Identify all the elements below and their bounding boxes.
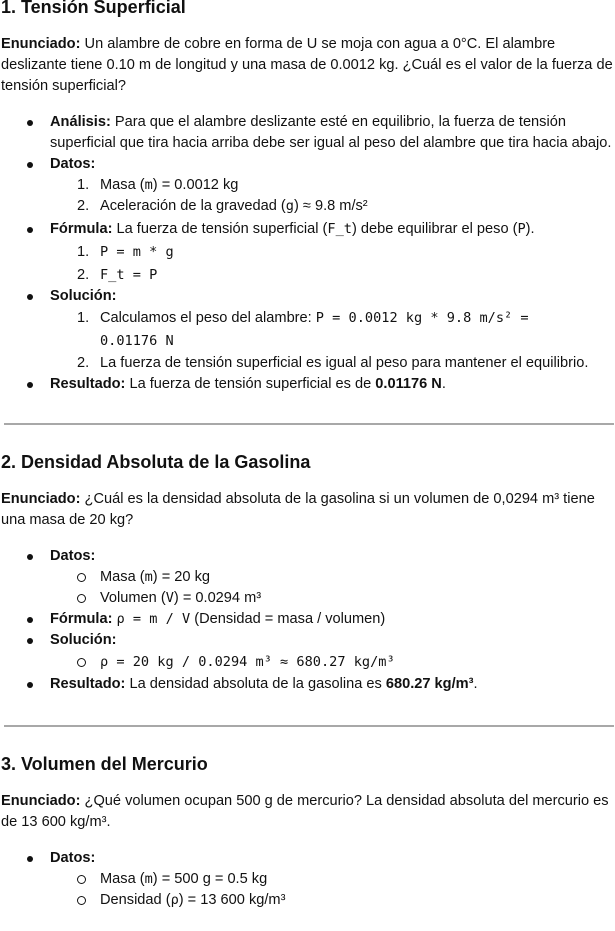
list-item-dato: Densidad (ρ) = 13 600 kg/m³ [0,890,615,911]
list-item-solucion-step: ρ = 20 kg / 0.0294 m³ ≈ 680.27 kg/m³ [0,652,615,673]
enunciado-paragraph: Enunciado: ¿Qué volumen ocupan 500 g de mercurio? La densidad absoluta del mercurio es de 13 600 kg/m³. [1,793,609,830]
list-item-solucion-step: 1. Calculamos el peso del alambre: P = 0.0012 kg * 9.8 m/s² = 0.01176 N [77,310,529,349]
list-item-analisis: Análisis: Para que el alambre deslizante esté en equilibrio, la fuerza de tensión superficial que tira hacia arriba debe ser igual al peso del alambre que tira hacia abajo. [0,112,615,154]
list-item-solucion: Solución: [0,630,615,651]
list-item-solucion-step: 2. La fuerza de tensión superficial es igual al peso para mantener el equilibrio. [77,355,589,371]
enunciado-paragraph: Enunciado: ¿Cuál es la densidad absoluta de la gasolina si un volumen de 0,0294 m³ tiene una masa de 20 kg? [1,491,595,528]
list-item-formula-step: 2. F_t = P [77,267,158,283]
list-item-dato: 1. Masa (m) = 0.0012 kg [77,177,239,193]
list-item-dato: 2. Aceleración de la gravedad (g) ≈ 9.8 m/s² [77,198,368,214]
list-item-solucion: Solución: [0,286,615,307]
analysis-list [0,546,615,695]
enunciado-paragraph: Enunciado: Un alambre de cobre en forma de U se moja con agua a 0°C. El alambre deslizante tiene 0.10 m de longitud y una masa de 0.0012 kg. ¿Cuál es el valor de la fuerza de tensión superficial? [1,36,613,94]
list-item-datos: Datos: [0,546,615,567]
list-item-dato: Masa (m) = 500 g = 0.5 kg [0,869,615,890]
analysis-list [0,848,615,911]
section-title: 1. Tensión Superficial [1,0,186,17]
analysis-list [0,112,615,395]
list-item-formula: Fórmula: La fuerza de tensión superficial (F_t) debe equilibrar el peso (P). [0,219,615,240]
horizontal-rule [4,423,614,425]
section-volumen-mercurio [0,753,615,911]
horizontal-rule [4,725,614,727]
section-tension-superficial [0,0,615,395]
list-item-formula: Fórmula: ρ = m / V (Densidad = masa / volumen) [0,609,615,630]
list-item-resultado: Resultado: La densidad absoluta de la gasolina es 680.27 kg/m³. [0,674,615,695]
section-title: 3. Volumen del Mercurio [1,754,208,774]
list-item-dato: Masa (m) = 20 kg [0,567,615,588]
section-title: 2. Densidad Absoluta de la Gasolina [1,452,311,472]
list-item-datos: Datos: [0,848,615,869]
section-densidad-gasolina [0,451,615,695]
list-item-dato: Volumen (V) = 0.0294 m³ [0,588,615,609]
list-item-resultado: Resultado: La fuerza de tensión superficial es de 0.01176 N. [0,374,615,395]
list-item-formula-step: 1. P = m * g [77,244,174,260]
list-item-datos: Datos: [0,154,615,175]
